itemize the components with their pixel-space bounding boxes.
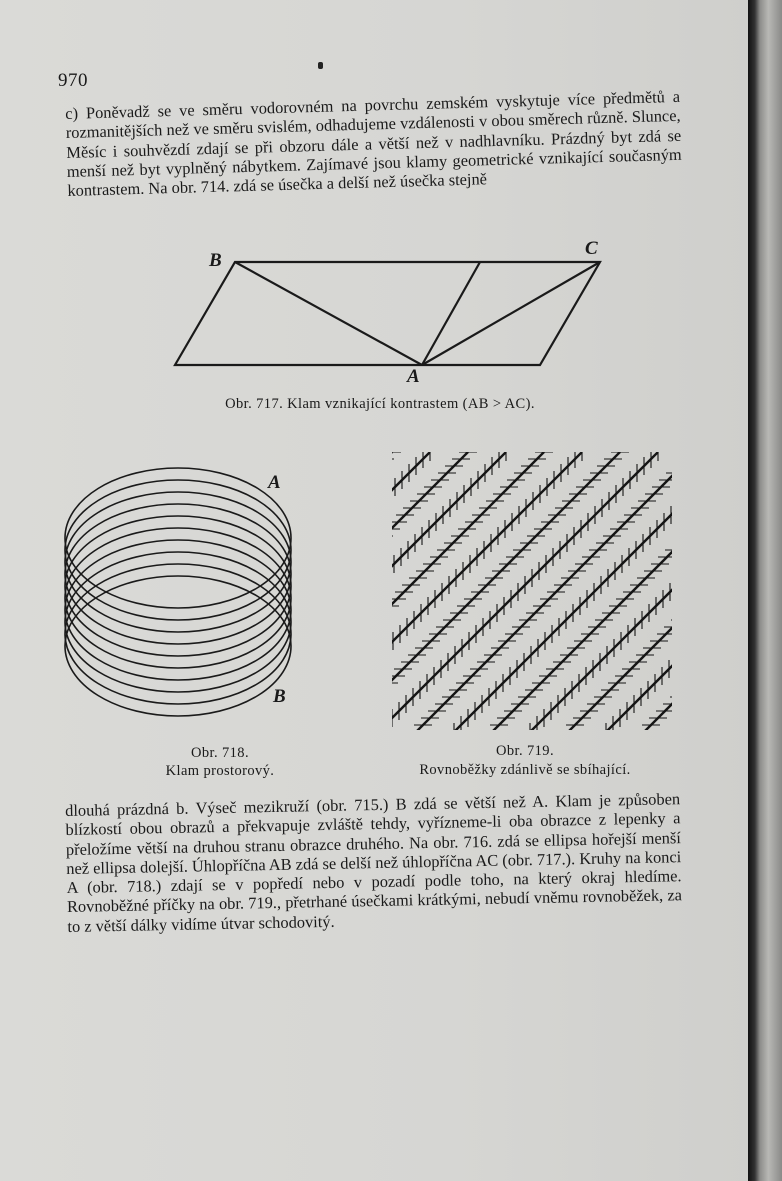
ring-ellipse [65,468,291,608]
label-a-718: A [268,472,281,493]
figure-717-parallelogram [160,234,610,394]
caption-718 [120,744,320,780]
diagonal-ac [422,262,600,365]
ring-ellipse [65,504,291,644]
caption-719-text: Rovnoběžky zdánlivě se sbíhající. [419,762,631,778]
ring-ellipse [65,516,291,656]
caption-719 [370,742,680,780]
book-gutter [748,0,782,1181]
ring-ellipse [65,576,291,716]
ring-ellipse [65,564,291,704]
ring-ellipse [65,480,291,620]
figure-718-rings [50,456,310,736]
ring-ellipse [65,552,291,692]
divider-line [422,262,480,365]
parallel-line [392,452,544,732]
ring-ellipse [65,528,291,668]
label-b-717: B [209,250,222,271]
paragraph-top: c) Poněvadž se ve směru vodorovném na povrchu zemském vyskytuje více předmětů a rozmanitějších než ve směru svislém, odhadujeme vzdálenosti v obou směrech různě. Slunce, Měsíc i souhvězdí zdají se při obzoru dále a větší než v nadhlavníku. Prázdný byt zdá se menší než byt vyplněný nábytkem. Zajímavé jsou klamy geometrické vznikající současným kontrastem. Na obr. 714. zdá se úsečka a delší než úsečka stejně [65,86,682,201]
ink-speck [318,62,323,69]
label-c-717: C [585,238,598,259]
parallelogram-outline [175,262,600,365]
ring-ellipse [65,540,291,680]
caption-718-text: Klam prostorový. [165,763,275,779]
figure-719-zollner [392,452,676,734]
label-a-717: A [407,366,420,387]
ring-ellipse [65,492,291,632]
caption-719-number: Obr. 719. [496,743,554,759]
page-number: 970 [58,70,88,91]
paragraph-bottom: dlouhá prázdná b. Výseč mezikruží (obr. 715.) B zdá se větší než A. Klam je způsoben blízkostí obou obrazů a překvapuje zvláště tehdy, vyřízneme-li oba obrazce z lepenky a přeložíme větší na druhou stranu obrazce druhého. Na obr. 716. zdá se ellipsa hořejší menší než ellipsa dolejší. Úhlopříčna AB zdá se delší než úhlopříčna AC (obr. 717.). Kruhy na konci A (obr. 718.) zdají se v popředí nebo v pozadí podle toho, na který okraj hledíme. Rovnoběžné příčky na obr. 719., přetrhané úsečkami krátkými, nebudí vněmu rovnoběžek, za to z větší dálky vidíme útvar schodovitý. [65,789,683,936]
caption-718-number: Obr. 718. [191,745,249,761]
caption-717: Obr. 717. Klam vznikající kontrastem (AB > AC). [225,396,535,412]
label-b-718: B [273,686,286,707]
diagonal-ab [235,262,422,365]
